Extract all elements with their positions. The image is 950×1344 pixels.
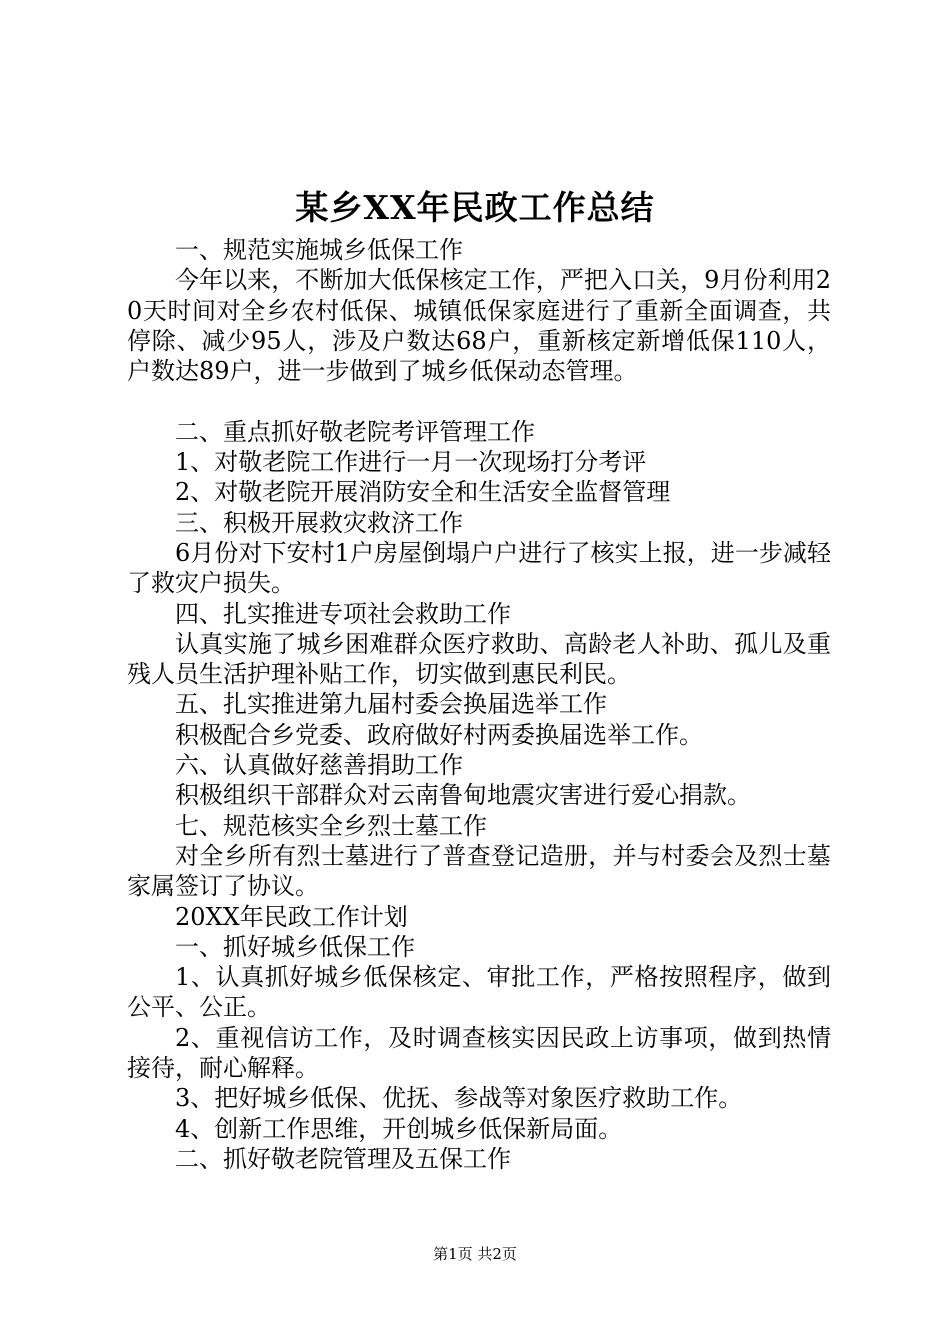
page-footer: 第1页 共2页 <box>433 1245 517 1263</box>
paragraph: 6月份对下安村1户房屋倒塌户户进行了核实上报，进一步减轻了救灾户损失。 <box>127 538 831 598</box>
section-heading: 一、规范实施城乡低保工作 <box>175 236 463 264</box>
section-heading: 三、积极开展救灾救济工作 <box>175 508 463 537</box>
section-heading: 二、重点抓好敬老院考评管理工作 <box>175 417 535 446</box>
plan-heading: 20XX年民政工作计划 <box>175 902 408 931</box>
list-item: 2、对敬老院开展消防安全和生活安全监督管理 <box>175 478 671 507</box>
section-heading: 六、认真做好慈善捐助工作 <box>175 751 463 780</box>
paragraph: 认真实施了城乡困难群众医疗救助、高龄老人补助、孤儿及重残人员生活护理补贴工作，切实做到惠民利民。 <box>127 629 831 689</box>
section-heading: 七、规范核实全乡烈士墓工作 <box>175 811 487 840</box>
list-item: 3、把好城乡低保、优抚、参战等对象医疗救助工作。 <box>175 1084 743 1113</box>
list-item: 4、创新工作思维，开创城乡低保新局面。 <box>175 1114 623 1143</box>
paragraph: 积极组织干部群众对云南鲁甸地震灾害进行爱心捐款。 <box>175 781 751 810</box>
section-heading: 一、抓好城乡低保工作 <box>175 932 415 961</box>
section-heading: 二、抓好敬老院管理及五保工作 <box>175 1144 511 1173</box>
paragraph: 积极配合乡党委、政府做好村两委换届选举工作。 <box>175 720 703 749</box>
document-body <box>127 235 831 1174</box>
document-title: 某乡XX年民政工作总结 <box>295 188 655 227</box>
section-heading: 四、扎实推进专项社会救助工作 <box>175 599 511 628</box>
list-item: 2、重视信访工作，及时调查核实因民政上访事项，做到热情接待，耐心解释。 <box>127 1023 831 1083</box>
paragraph: 今年以来，不断加大低保核定工作，严把入口关，9月份利用20天时间对全乡农村低保、城镇低保家庭进行了重新全面调查，共停除、减少95人，涉及户数达68户，重新核定新增低保110人，户数达89户，进一步做到了城乡低保动态管理。 <box>127 266 831 386</box>
blank-line <box>127 386 831 416</box>
paragraph: 对全乡所有烈士墓进行了普查登记造册，并与村委会及烈士墓家属签订了协议。 <box>127 841 831 901</box>
list-item: 1、认真抓好城乡低保核定、审批工作，严格按照程序，做到公平、公正。 <box>127 963 831 1022</box>
section-heading: 五、扎实推进第九届村委会换届选举工作 <box>175 690 607 719</box>
list-item: 1、对敬老院工作进行一月一次现场打分考评 <box>175 448 647 477</box>
